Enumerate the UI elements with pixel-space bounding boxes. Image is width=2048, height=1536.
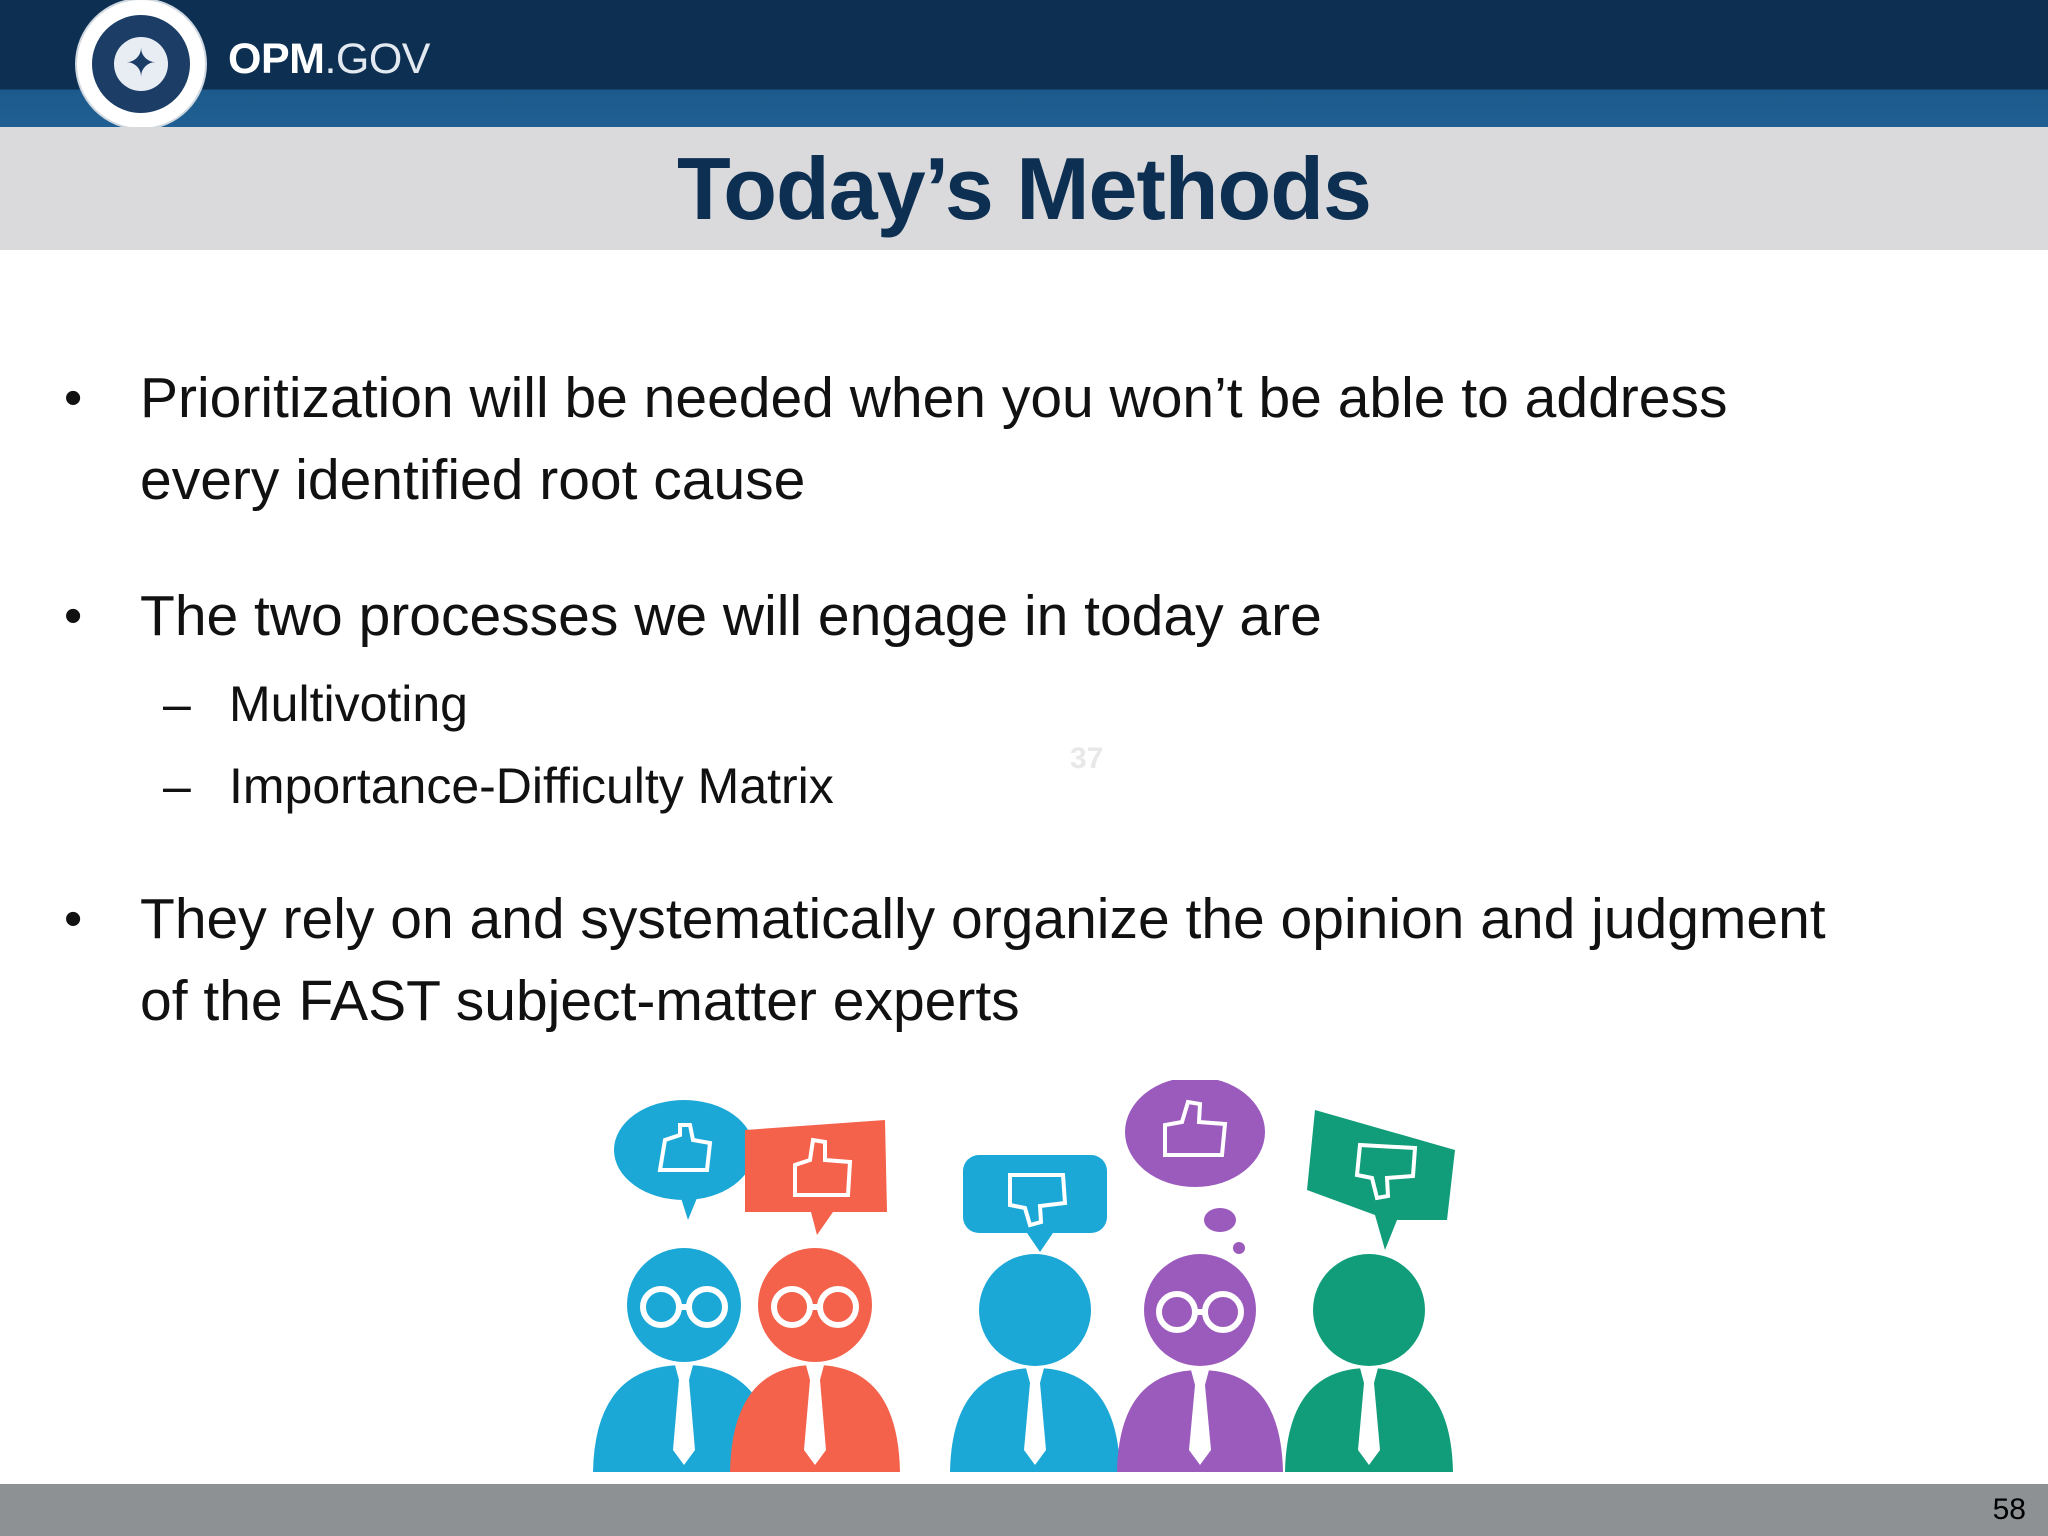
sub-bullet-item	[163, 745, 834, 827]
bullet-item	[64, 878, 2020, 1042]
sub-bullet-text: Multivoting	[229, 676, 468, 732]
bullet-text-line: every identified root cause	[140, 448, 806, 512]
site-logo-text[interactable]	[228, 34, 430, 84]
person-figure	[1117, 1080, 1283, 1472]
watermark-number: 37	[1070, 742, 1104, 775]
sub-bullet-dash: –	[163, 676, 191, 732]
bullet-item	[64, 357, 2020, 521]
bullet-dot: •	[64, 890, 83, 948]
sub-bullet-item	[163, 663, 468, 745]
person-figure	[950, 1155, 1120, 1472]
sub-bullet-dash: –	[163, 758, 191, 814]
person-figure	[1285, 1110, 1455, 1472]
bullet-dot: •	[64, 587, 83, 645]
page-number: 58	[1992, 1493, 2026, 1526]
brand-light: .GOV	[324, 35, 430, 83]
bullet-text-line: They rely on and systematically organize the opinion and judgment	[140, 887, 1826, 951]
header-bar	[0, 0, 2048, 127]
eagle-icon: ✦	[125, 43, 157, 85]
bullet-text-line: The two processes we will engage in today are	[140, 584, 1322, 648]
bullet-text-line: Prioritization will be needed when you won’t be able to address	[140, 366, 1728, 430]
slide-title: Today’s Methods	[677, 139, 1371, 238]
person-figure	[730, 1120, 900, 1472]
people-feedback-icon	[585, 1080, 1465, 1472]
bullet-dot: •	[64, 369, 83, 427]
title-bar	[0, 127, 2048, 250]
sub-bullet-text: Importance-Difficulty Matrix	[229, 758, 834, 814]
bullet-text-line: of the FAST subject-matter experts	[140, 969, 1020, 1033]
brand-bold: OPM	[228, 35, 325, 83]
footer-bar	[0, 1484, 2048, 1536]
bullet-item	[64, 575, 2020, 657]
opm-seal-icon[interactable]	[77, 0, 205, 128]
